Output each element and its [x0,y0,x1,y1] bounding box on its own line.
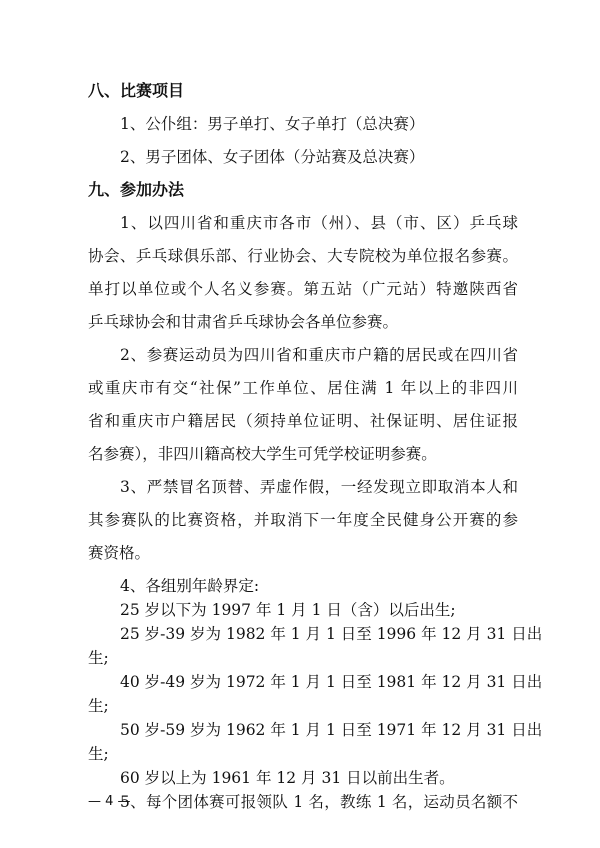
paragraph-2-line-4: 名参赛），非四川籍高校大学生可凭学校证明参赛。 [88,445,437,463]
age-group-25-39: 25 岁-39 岁为 1982 年 1 月 1 日至 1996 年 12 月 31 日出 [120,625,543,643]
paragraph-3-line-2: 其参赛队的比赛资格，并取消下一年度全民健身公开赛的参 [88,511,518,529]
section-heading-8: 八、比赛项目 [88,81,185,100]
age-group-under-25: 25 岁以下为 1997 年 1 月 1 日（含）以后出生; [120,601,456,619]
age-group-40-49: 40 岁-49 岁为 1972 年 1 月 1 日至 1981 年 12 月 31 日出 [120,673,543,691]
paragraph-2-line-2: 或重庆市有交“社保”工作单位、居住满 1 年以上的非四川 [88,379,518,397]
age-group-60-plus: 60 岁以上为 1961 年 12 月 31 日以前出生者。 [120,769,455,787]
item-singles: 1、公仆组：男子单打、女子单打（总决赛） [120,115,425,133]
paragraph-1-line-3: 单打以单位或个人名义参赛。第五站（广元站）特邀陕西省 [88,280,518,298]
paragraph-2-line-1: 2、参赛运动员为四川省和重庆市户籍的居民或在四川省 [120,346,518,364]
item-teams: 2、男子团体、女子团体（分站赛及总决赛） [120,148,425,166]
paragraph-1-line-1: 1、以四川省和重庆市各市（州）、县（市、区）乒乓球 [120,214,518,232]
paragraph-2-line-3: 省和重庆市户籍居民（须持单位证明、社保证明、居住证报 [88,412,518,430]
age-group-25-39-cont: 生; [88,649,109,667]
age-group-50-59: 50 岁-59 岁为 1962 年 1 月 1 日至 1971 年 12 月 31 日出 [120,721,543,739]
paragraph-5-line-1: 5、每个团体赛可报领队 1 名，教练 1 名，运动员名额不 [120,793,518,811]
paragraph-3-line-1: 3、严禁冒名顶替、弄虚作假，一经发现立即取消本人和 [120,478,518,496]
paragraph-1-line-2: 协会、乒乓球俱乐部、行业协会、大专院校为单位报名参赛。 [88,247,518,265]
age-group-40-49-cont: 生; [88,697,109,715]
paragraph-3-line-3: 赛资格。 [88,544,151,562]
age-group-50-59-cont: 生; [88,745,109,763]
paragraph-4-title: 4、各组别年龄界定: [120,577,260,595]
paragraph-1-line-4: 乒乓球协会和甘肃省乒乓球协会各单位参赛。 [88,313,399,331]
page-number: — 4 — [88,794,131,809]
section-heading-9: 九、参加办法 [88,180,185,199]
